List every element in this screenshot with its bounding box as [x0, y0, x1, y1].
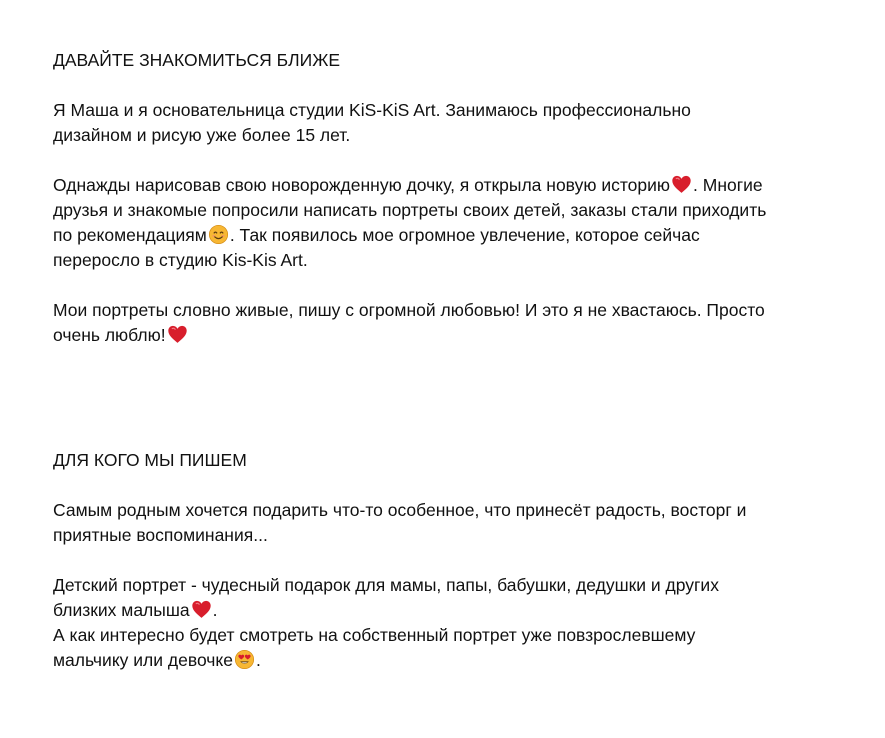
text-line: . Так появилось мое огромное увлечение, которое сейчас [229, 225, 700, 245]
story-paragraph [53, 173, 853, 273]
text-line: близких малыша [53, 600, 190, 620]
text-line: Детский портрет - чудесный подарок для мамы, папы, бабушки, дедушки и других [53, 575, 719, 595]
text-line: по рекомендациям [53, 225, 207, 245]
document-page [53, 48, 853, 673]
heart-eyes-face-icon [234, 649, 255, 670]
gift-paragraph [53, 498, 853, 548]
section-title-audience: ДЛЯ КОГО МЫ ПИШЕМ [53, 450, 247, 470]
text-line: мальчику или девочке [53, 650, 233, 670]
section-title-acquaintance: ДАВАЙТЕ ЗНАКОМИТЬСЯ БЛИЖЕ [53, 50, 341, 70]
text-line: А как интересно будет смотреть на собственный портрет уже повзрослевшему [53, 625, 696, 645]
red-heart-icon [671, 174, 692, 195]
text-line: . [212, 600, 218, 620]
text-line: Самым родным хочется подарить что-то особенное, что принесёт радость, восторг и [53, 500, 747, 520]
text-line: . [256, 650, 261, 670]
text-line: . Многие [693, 175, 763, 195]
text-line: Я Маша и я основательница студии KiS-KiS Art. Занимаюсь профессионально [53, 100, 691, 120]
text-line: приятные воспоминания... [53, 525, 268, 545]
text-line: переросло в студию Kis-Kis Art. [53, 250, 308, 270]
intro-paragraph [53, 98, 853, 148]
child-portrait-paragraph [53, 573, 853, 673]
red-heart-icon [167, 324, 188, 345]
text-line: дизайном и рисую уже более 15 лет. [53, 125, 351, 145]
red-heart-icon [191, 599, 212, 620]
text-line: очень люблю! [53, 325, 166, 345]
smiling-face-icon [208, 224, 229, 245]
text-line: Однажды нарисовав свою новорожденную дочку, я открыла новую историю [53, 175, 671, 195]
portraits-paragraph [53, 298, 853, 348]
text-line: друзья и знакомые попросили написать портреты своих детей, заказы стали приходить [53, 200, 767, 220]
text-line: Мои портреты словно живые, пишу с огромной любовью! И это я не хвастаюсь. Просто [53, 300, 765, 320]
